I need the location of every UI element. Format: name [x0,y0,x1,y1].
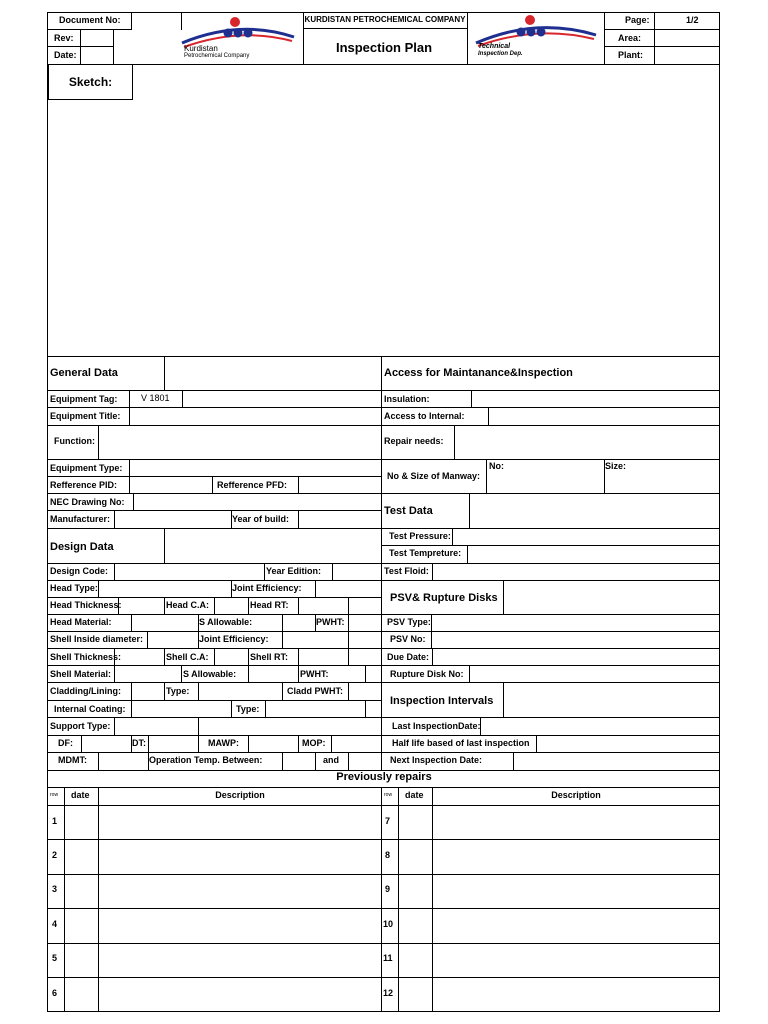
next-inspection-label: Next Inspection Date: [390,755,483,765]
grid-line [164,682,165,701]
grid-line [114,717,115,736]
grid-line [47,12,720,13]
general-data-title: General Data [50,367,118,379]
repair-row-number: 12 [383,988,394,998]
area-label: Area: [618,33,642,43]
grid-line [47,356,720,357]
grid-line [131,700,132,718]
grid-line [131,682,132,701]
design-code-label: Design Code: [50,566,109,576]
grid-line [469,493,470,529]
mop-label: MOP: [302,738,326,748]
access-internal-label: Access to Internal: [384,411,465,421]
grid-line [129,476,130,494]
grid-line [381,545,720,546]
document-no-label: Document No: [59,15,121,25]
test-data-title: Test Data [384,505,433,517]
equipment-type-label: Equipment Type: [50,463,123,473]
grid-line [298,597,299,615]
mawp-label: MAWP: [208,738,239,748]
shell-thickness-label: Shell Thickness: [50,652,122,662]
logo-left-line1: Kurdistan [184,44,218,53]
grid-line [315,752,316,771]
grid-line [381,459,720,460]
grid-line [47,805,720,806]
grid-line [348,597,349,615]
grid-line [381,735,720,736]
grid-line [114,665,115,683]
internal-coating-label: Internal Coating: [54,704,126,714]
grid-line [212,476,213,494]
logo-left-line2: Petrochemical Company [184,53,250,59]
grid-line [47,700,382,701]
grid-line [47,528,382,529]
grid-line [431,631,432,649]
grid-line [198,682,199,701]
grid-line [47,977,720,978]
grid-line [64,787,65,1012]
op-temp-label: Operation Temp. Between: [149,755,263,765]
grid-line [282,752,283,771]
grid-line [467,12,468,65]
head-type-label: Head Type: [50,583,98,593]
grid-line [198,717,199,736]
equipment-tag-value[interactable]: V 1801 [141,393,170,403]
grid-line [381,717,720,718]
grid-line [47,510,382,511]
grid-line [654,12,655,65]
grid-line [198,735,199,753]
grid-line [503,580,504,615]
grid-line [303,28,468,29]
grid-line [47,682,382,683]
grid-line [488,407,489,426]
grid-line [282,631,283,649]
repair-row-number: 8 [385,850,391,860]
grid-line [47,874,720,875]
grid-line [265,700,266,718]
year-edition-label: Year Edition: [266,566,322,576]
head-thickness-label: Head Thickness: [50,600,122,610]
last-inspection-label: Last InspectionDate: [392,721,481,731]
psv-type-label: PSV Type: [387,617,431,627]
grid-line [98,787,99,1012]
grid-line [131,614,132,632]
s-allowable-label: S Allowable: [199,617,253,627]
grid-line [114,563,115,581]
grid-line [214,597,215,615]
logo-right-line1: Technical [478,43,511,50]
pwht-label: PWHT: [316,617,345,627]
company-name: KURDISTAN PETROCHEMICAL COMPANY [304,15,466,24]
grid-line [47,787,720,788]
ref-pfd-label: Refference PFD: [217,480,288,490]
grid-line [348,752,349,771]
grid-line [164,648,165,666]
grid-line [248,735,249,753]
test-pressure-label: Test Pressure: [389,531,451,541]
grid-line [164,597,165,615]
head-ca-label: Head C.A: [166,600,210,610]
grid-line [80,29,81,65]
logo-right-line2: Inspection Dep. [478,51,523,57]
grid-line [298,735,299,753]
design-data-title: Design Data [50,541,114,553]
test-temp-label: Test Tempreture: [389,548,462,558]
rev-label: Rev: [54,33,74,43]
shell-ca-label: Shell C.A: [166,652,209,662]
grid-line [148,735,149,753]
grid-line [47,943,720,944]
grid-line [432,648,433,666]
grid-line [47,717,382,718]
grid-line [365,700,366,718]
df-label: DF: [58,738,73,748]
grid-line [47,12,48,1012]
repair-row-number: 7 [385,816,391,826]
grid-line [129,390,130,426]
grid-line [348,648,349,666]
inspection-intervals-title: Inspection Intervals [390,695,494,707]
cladding-type-label: Type: [166,686,190,696]
grid-line [47,839,720,840]
grid-line [133,493,134,511]
grid-line [81,735,82,753]
s-allowable2-label: S Allowable: [183,669,237,679]
grid-line [248,597,249,615]
repair-row-number: 4 [52,919,58,929]
grid-line [467,545,468,564]
repair-row-number: 6 [52,988,58,998]
grid-line [131,12,132,30]
grid-line [471,390,472,408]
insulation-label: Insulation: [384,394,430,404]
grid-line [114,510,115,529]
grid-line [298,510,299,529]
repair-row-number: 9 [385,884,391,894]
grid-line [113,29,114,65]
grid-line [298,665,299,683]
grid-line [47,476,382,477]
cladding-label: Cladding/Lining: [50,686,121,696]
grid-line [332,563,333,581]
year-build-label: Year of build: [232,514,290,524]
grid-line [381,493,720,494]
grid-line [398,787,399,1012]
grid-line [282,614,283,632]
grid-line [147,631,148,649]
grid-line [381,390,720,391]
shell-rt-label: Shell RT: [250,652,289,662]
grid-line [431,614,432,632]
grid-line [536,735,537,753]
date-header-right: date [405,790,424,800]
manway-label: No & Size of Manway: [387,471,481,481]
page-title: Inspection Plan [335,40,433,55]
support-type-label: Support Type: [50,721,111,731]
grid-line [181,665,182,683]
repair-row-number: 2 [52,850,58,860]
grid-line [282,682,283,701]
manufacturer-label: Manufacturer: [50,514,111,524]
equipment-tag-label: Equipment Tag: [50,394,118,404]
grid-line [248,665,249,683]
grid-line [98,752,99,771]
access-title: Access for Maintanance&Inspection [384,367,573,379]
grid-line [381,752,720,753]
test-fluid-label: Test Floid: [384,566,429,576]
grid-line [98,580,99,598]
grid-line [503,682,504,718]
joint-efficiency2-label: Joint Efficiency: [199,634,269,644]
coating-type-label: Type: [236,704,260,714]
grid-line [47,631,382,632]
row-header-left: row [50,792,59,798]
grid-line [432,787,433,1012]
grid-line [47,64,720,65]
repair-row-number: 11 [383,953,393,963]
grid-line [348,631,349,649]
grid-line [604,46,720,47]
grid-line [47,1011,720,1012]
grid-line [486,459,487,494]
head-material-label: Head Material: [50,617,112,627]
repair-row-number: 3 [52,884,58,894]
page-value: 1/2 [686,15,699,25]
grid-line [381,407,720,408]
ref-pid-label: Refference PID: [50,480,118,490]
shell-id-label: Shell Inside diameter: [50,634,144,644]
grid-line [432,563,433,581]
joint-efficiency-label: Joint Efficiency: [232,583,302,593]
grid-line [98,425,99,460]
grid-line [381,682,720,683]
grid-line [47,390,382,391]
manway-no-label: No: [489,461,504,471]
repair-row-number: 5 [52,953,58,963]
description-header-left: Description [215,790,265,800]
grid-line [129,459,130,477]
row-header-right: row [384,792,393,798]
grid-line [264,563,265,581]
grid-line [315,580,316,598]
nec-drawing-label: NEC Drawing No: [50,497,125,507]
description-header-right: Description [551,790,601,800]
grid-line [454,425,455,460]
grid-line [719,12,720,1012]
page-label: Page: [625,15,650,25]
repairs-title: Previously repairs [336,771,432,783]
rupture-disk-label: Rupture Disk No: [390,669,464,679]
grid-line [182,390,183,408]
grid-line [604,29,720,30]
grid-line [214,648,215,666]
pwht2-label: PWHT: [300,669,329,679]
grid-line [231,700,232,718]
grid-line [365,665,366,683]
grid-line [604,12,605,65]
repair-row-number: 10 [383,919,394,929]
half-life-label: Half life based of last inspection [392,738,530,748]
grid-line [513,752,514,771]
grid-line [47,407,382,408]
grid-line [164,528,165,564]
clad-pwht-label: Cladd PWHT: [287,686,343,696]
grid-line [164,356,165,391]
grid-line [298,648,299,666]
date-label: Date: [54,50,77,60]
grid-line [331,735,332,753]
mdmt-label: MDMT: [58,755,87,765]
manway-size-label: Size: [605,461,627,471]
plant-label: Plant: [618,50,644,60]
repair-row-number: 1 [52,816,58,826]
and-label: and [323,755,340,765]
grid-line [47,29,132,30]
due-date-label: Due Date: [387,652,430,662]
grid-line [381,425,720,426]
grid-line [47,459,382,460]
repair-needs-label: Repair needs: [384,436,444,446]
sketch-label: Sketch: [48,64,133,100]
grid-line [381,787,382,1012]
psv-no-label: PSV No: [390,634,426,644]
dt-label: DT: [132,738,146,748]
grid-line [452,528,453,546]
date-header-left: date [71,790,90,800]
grid-line [47,493,382,494]
equipment-title-label: Equipment Title: [50,411,121,421]
psv-title: PSV& Rupture Disks [390,592,498,604]
grid-line [248,648,249,666]
grid-line [381,528,720,529]
grid-line [469,665,470,683]
grid-line [348,614,349,632]
grid-line [298,476,299,494]
function-label: Function: [54,436,95,446]
grid-line [348,682,349,701]
shell-material-label: Shell Material: [50,669,112,679]
head-rt-label: Head RT: [250,600,289,610]
grid-line [47,908,720,909]
